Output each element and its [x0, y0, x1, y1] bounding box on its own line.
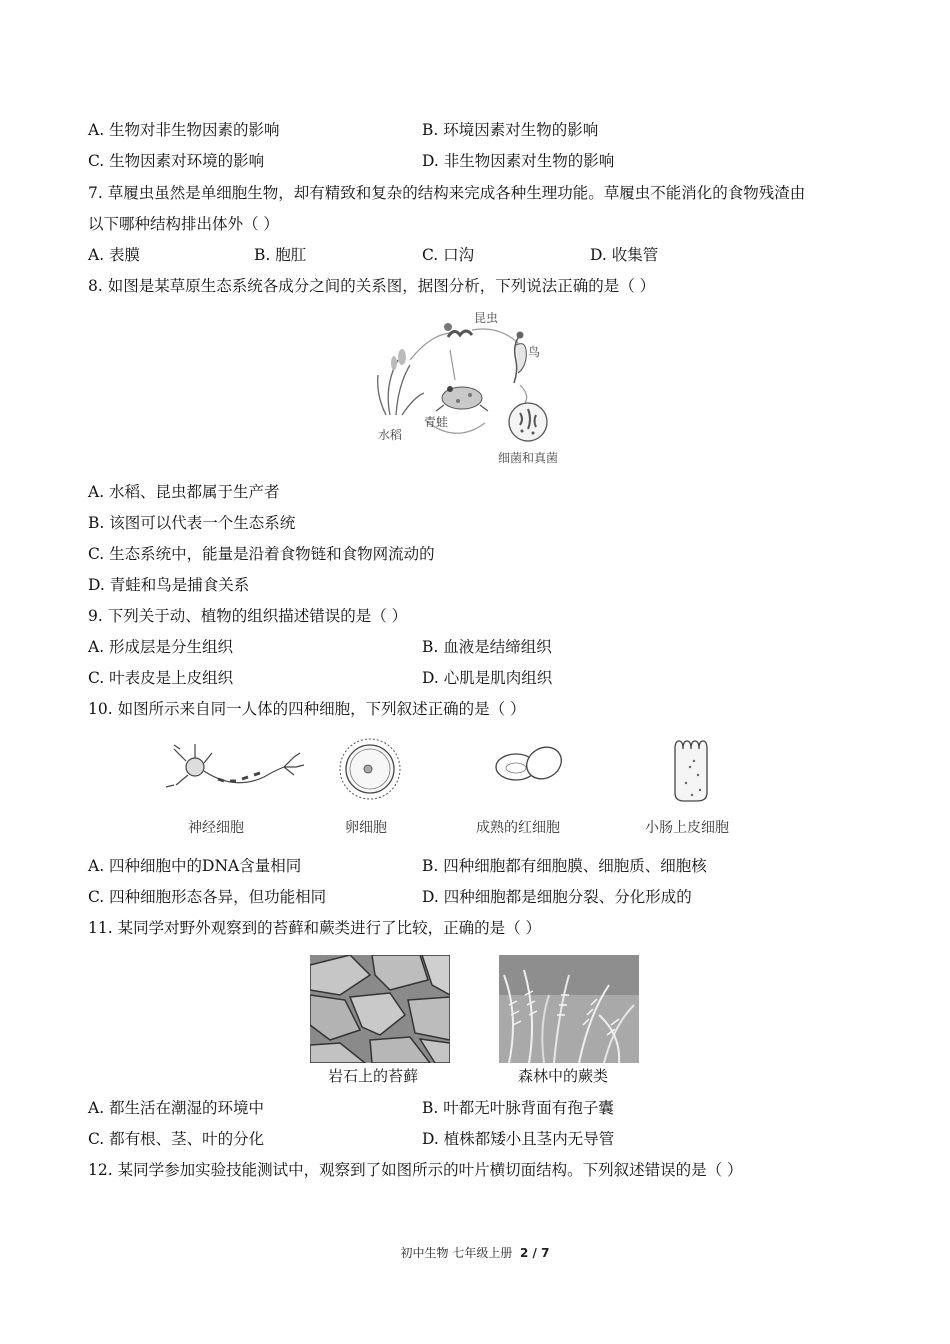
q8-option-a: A. 水稻、昆虫都属于生产者 — [88, 483, 280, 501]
q8-option-d: D. 青蛙和鸟是捕食关系 — [88, 576, 250, 594]
bird-icon — [514, 332, 526, 384]
q7-option-a: A. 表膜 — [88, 246, 141, 264]
q10-option-d: D. 四种细胞都是细胞分裂、分化形成的 — [422, 888, 692, 906]
cell-label-nerve: 神经细胞 — [188, 820, 244, 836]
moss-on-rock-photo — [310, 955, 450, 1063]
q11-option-d: D. 植株都矮小且茎内无导管 — [422, 1130, 615, 1148]
egg-cell-icon — [340, 739, 400, 799]
q6-option-c: C. 生物因素对环境的影响 — [88, 152, 265, 170]
red-blood-cell-icon — [496, 741, 567, 785]
q9-option-b: B. 血液是结缔组织 — [422, 638, 552, 656]
footer-page-number: 2 / 7 — [520, 1246, 550, 1260]
q7-option-b: B. 胞肛 — [254, 246, 307, 264]
q6-option-d: D. 非生物因素对生物的影响 — [422, 152, 615, 170]
q6-option-a: A. 生物对非生物因素的影响 — [88, 121, 280, 139]
label-frog: 青蛙 — [424, 415, 449, 429]
label-decomposer: 细菌和真菌 — [498, 451, 559, 465]
label-rice: 水稻 — [378, 428, 403, 442]
nerve-cell-icon — [166, 744, 304, 787]
q10-option-c: C. 四种细胞形态各异，但功能相同 — [88, 888, 327, 906]
q7-stem-line2: 以下哪种结构排出体外（ ） — [88, 215, 279, 233]
q7-option-c: C. 口沟 — [422, 246, 475, 264]
label-insect: 昆虫 — [474, 311, 499, 325]
arrow-insect-to-frog — [450, 350, 455, 380]
q8-option-b: B. 该图可以代表一个生态系统 — [88, 514, 296, 532]
cell-label-egg: 卵细胞 — [345, 820, 387, 836]
photo-caption-moss: 岩石上的苔藓 — [328, 1067, 419, 1085]
photo-caption-fern: 森林中的蕨类 — [518, 1067, 609, 1085]
q11-option-c: C. 都有根、茎、叶的分化 — [88, 1130, 265, 1148]
q10-option-b: B. 四种细胞都有细胞膜、细胞质、细胞核 — [422, 857, 707, 875]
q7-stem-line1: 7. 草履虫虽然是单细胞生物，却有精致和复杂的结构来完成各种生理功能。草履虫不能消化的食物残渣由 — [88, 184, 806, 202]
arrow-rice-to-insect — [410, 333, 450, 360]
q12-stem: 12. 某同学参加实验技能测试中，观察到了如图所示的叶片横切面结构。下列叙述错误的是（ ） — [88, 1161, 743, 1179]
page-footer — [0, 1244, 950, 1261]
intestinal-epithelial-cell-icon — [675, 741, 707, 801]
q8-option-c: C. 生态系统中，能量是沿着食物链和食物网流动的 — [88, 545, 435, 563]
footer-course: 初中生物 七年级上册 — [400, 1246, 513, 1260]
q11-option-b: B. 叶都无叶脉背面有孢子囊 — [422, 1099, 614, 1117]
q9-stem: 9. 下列关于动、植物的组织描述错误的是（ ） — [88, 607, 408, 625]
q8-stem: 8. 如图是某草原生态系统各成分之间的关系图，据图分析，下列说法正确的是（ ） — [88, 277, 656, 295]
q6-option-b: B. 环境因素对生物的影响 — [422, 121, 599, 139]
bacteria-fungi-icon — [509, 403, 547, 441]
arrow-bird-to-decomposer — [520, 385, 527, 403]
q9-option-c: C. 叶表皮是上皮组织 — [88, 669, 234, 687]
q10-stem: 10. 如图所示来自同一人体的四种细胞，下列叙述正确的是（ ） — [88, 700, 526, 718]
insect-icon — [444, 323, 472, 337]
label-bird: 鸟 — [528, 345, 541, 359]
q11-stem: 11. 某同学对野外观察到的苔藓和蕨类进行了比较，正确的是（ ） — [88, 919, 542, 937]
frog-icon — [436, 386, 488, 411]
cell-label-epithelial: 小肠上皮细胞 — [645, 820, 729, 836]
ecosystem-diagram — [370, 305, 590, 470]
q7-option-d: D. 收集管 — [590, 246, 659, 264]
q9-option-d: D. 心肌是肌肉组织 — [422, 669, 553, 687]
rice-plant-icon — [378, 349, 424, 415]
q10-option-a: A. 四种细胞中的DNA含量相同 — [88, 857, 302, 875]
fern-in-forest-photo — [499, 955, 639, 1063]
q11-option-a: A. 都生活在潮湿的环境中 — [88, 1099, 265, 1117]
cell-label-rbc: 成熟的红细胞 — [476, 820, 560, 836]
arrow-insect-to-bird — [472, 329, 520, 345]
q9-option-a: A. 形成层是分生组织 — [88, 638, 234, 656]
